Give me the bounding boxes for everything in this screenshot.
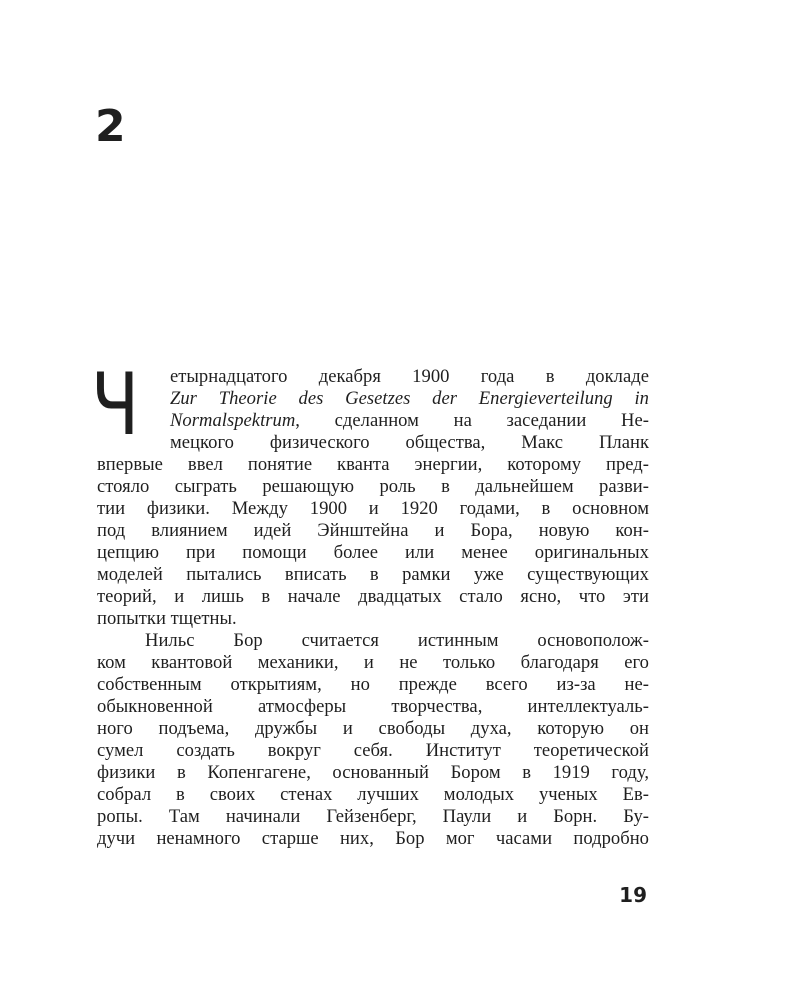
italic-title: Zur Theorie des Gesetzes der Energieverteilung in [170, 388, 649, 409]
text-line: ропы. Там начинали Гейзенберг, Паули и Борн. Бу- [97, 806, 649, 827]
text-fragment: , сделанном на заседании Не- [295, 410, 649, 431]
text-line: тии физики. Между 1900 и 1920 годами, в основном [97, 498, 649, 519]
text-line: ного подъема, дружбы и свободы духа, которую он [97, 718, 649, 739]
text-line: ком квантовой механики, и не только благодаря его [97, 652, 649, 673]
body-text [91, 355, 649, 850]
text-line: мецкого физического общества, Макс Планк [170, 432, 649, 453]
text-line: собственным открытиям, но прежде всего из-за не- [97, 674, 649, 695]
text-line: сумел создать вокруг себя. Институт теоретической [97, 740, 649, 761]
text-line: физики в Копенгагене, основанный Бором в 1919 году, [97, 762, 649, 783]
text-line: етырнадцатого декабря 1900 года в докладе [170, 366, 649, 387]
text-line: впервые ввел понятие кванта энергии, которому пред- [97, 454, 649, 475]
text-line: дучи ненамного старше них, Бор мог часами подробно [97, 828, 649, 849]
text-line: Нильс Бор считается истинным основополож- [145, 630, 649, 651]
text-line: собрал в своих стенах лучших молодых ученых Ев- [97, 784, 649, 805]
italic-title-end: Normalspektrum [170, 410, 296, 431]
text-line: моделей пытались вписать в рамки уже существующих [97, 564, 649, 585]
chapter-number: 2 [95, 101, 126, 152]
page-number: 19 [619, 883, 647, 907]
text-line: цепцию при помощи более или менее оригинальных [97, 542, 649, 563]
text-line: обыкновенной атмосферы творчества, интеллектуаль- [97, 696, 649, 717]
text-line-italic [97, 388, 649, 410]
text-line: теорий, и лишь в начале двадцатых стало ясно, что эти [97, 586, 649, 607]
text-line: стояло сыграть решающую роль в дальнейшем разви- [97, 476, 649, 497]
text-line-mixed [97, 410, 649, 432]
text-line: попытки тщетны. [97, 608, 237, 629]
drop-cap: Ч [91, 355, 140, 455]
text-line: под влиянием идей Эйнштейна и Бора, новую кон- [97, 520, 649, 541]
